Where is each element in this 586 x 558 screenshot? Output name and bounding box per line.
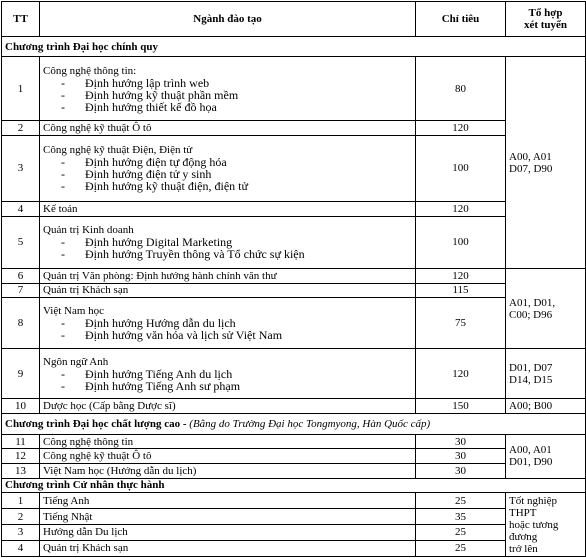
row-tt: 12 [2, 449, 40, 464]
row-quota: 25 [416, 540, 506, 556]
row-major [40, 298, 416, 349]
major-sub-item: - Định hướng Hướng dẫn du lịch [61, 317, 412, 329]
header-quota: Chỉ tiêu [416, 2, 506, 37]
row-quota: 80 [416, 57, 506, 121]
major-sub-item: - Định hướng thiết kế đồ họa [61, 101, 412, 113]
section-title-text: Chương trình Đại học chất lượng cao - [5, 417, 187, 430]
table-row [2, 298, 586, 349]
table-row [2, 525, 586, 541]
table-row [2, 269, 586, 284]
major-title: Việt Nam học [43, 305, 105, 318]
row-quota: 120 [416, 202, 506, 217]
combo-group-high-quality [506, 434, 586, 478]
major-sub-item: - Định hướng lập trình web [61, 77, 412, 89]
row-tt: 11 [2, 434, 40, 449]
row-major: Hướng dẫn Du lịch [40, 525, 416, 541]
row-quota: 25 [416, 493, 506, 509]
row-quota: 115 [416, 283, 506, 298]
table-row [2, 434, 586, 449]
table-header-row [2, 2, 586, 37]
row-quota: 30 [416, 434, 506, 449]
row-tt: 10 [2, 399, 40, 414]
major-title: Công nghệ kỹ thuật Điện, Điện tử [43, 144, 193, 157]
row-tt: 4 [2, 202, 40, 217]
major-subs [43, 368, 412, 392]
row-tt: 3 [2, 525, 40, 541]
combo-line: D01, D90 [509, 456, 553, 469]
row-quota: 75 [416, 298, 506, 349]
admissions-table [1, 1, 586, 557]
combo-group-1 [506, 57, 586, 269]
major-title: Quản trị Kinh doanh [43, 224, 134, 237]
row-quota: 120 [416, 269, 506, 284]
combo-group-4: A00; B00 [506, 399, 586, 414]
table-row [2, 493, 586, 509]
table-row [2, 202, 586, 217]
combo-group-2 [506, 269, 586, 349]
table-row [2, 449, 586, 464]
table-row [2, 283, 586, 298]
row-major: Tiếng Anh [40, 493, 416, 509]
major-sub-item: - Định hướng Truyền thông và Tổ chức sự kiện [61, 248, 412, 260]
combo-line: Tốt nghiệp THPT [509, 494, 557, 519]
row-major: Tiếng Nhật [40, 509, 416, 525]
row-major: Việt Nam học (Hướng dẫn du lịch) [40, 464, 416, 479]
combo-line: D01, D07 [509, 361, 553, 374]
row-quota: 120 [416, 120, 506, 135]
row-major: Quản trị Văn phòng: Định hướng hành chính văn thư [40, 269, 416, 284]
major-title: Công nghệ thông tin: [43, 64, 137, 77]
combo-line: hoặc tương đương [509, 518, 559, 543]
header-major: Ngành đào tạo [40, 2, 416, 37]
row-tt: 9 [2, 349, 40, 399]
row-major: Quản trị Khách sạn [40, 540, 416, 556]
row-quota: 100 [416, 216, 506, 268]
header-combo [506, 2, 586, 37]
row-tt: 13 [2, 464, 40, 479]
major-subs [43, 156, 412, 192]
section-note: (Bằng do Trường Đại học Tongmyong, Hàn Quốc cấp) [189, 417, 431, 430]
combo-line: A01, D01, [509, 296, 556, 309]
header-tt: TT [2, 2, 40, 37]
combo-line: trở lên [509, 542, 538, 555]
major-sub-item: - Định hướng điện tử y sinh [61, 168, 412, 180]
major-sub-item: - Định hướng kỹ thuật phần mềm [61, 89, 412, 101]
row-tt: 8 [2, 298, 40, 349]
major-title: Ngôn ngữ Anh [43, 355, 109, 368]
combo-line: A00, A01 [509, 150, 552, 163]
header-combo-line2: xét tuyển [523, 19, 568, 32]
table-row [2, 57, 586, 121]
major-sub-item: - Định hướng Tiếng Anh sư phạm [61, 380, 412, 392]
major-sub-item: - Định hướng văn hóa và lịch sử Việt Nam [61, 329, 412, 341]
table-row [2, 464, 586, 479]
combo-line: C00; D96 [509, 308, 553, 321]
major-sub-item: - Định hướng Tiếng Anh du lịch [61, 368, 412, 380]
row-tt: 3 [2, 135, 40, 202]
row-quota: 30 [416, 449, 506, 464]
combo-group-3 [506, 349, 586, 399]
combo-line: D07, D90 [509, 162, 553, 175]
major-subs [43, 236, 412, 260]
combo-line: D14, D15 [509, 373, 553, 386]
row-quota: 100 [416, 135, 506, 202]
section-title-practical: Chương trình Cử nhân thực hành [2, 478, 586, 493]
major-subs [43, 317, 412, 341]
section-row-high-quality [2, 413, 586, 434]
row-tt: 4 [2, 540, 40, 556]
row-major: Công nghệ thông tin [40, 434, 416, 449]
row-tt: 6 [2, 269, 40, 284]
major-sub-item: - Định hướng điện tự động hóa [61, 156, 412, 168]
row-major: Dược học (Cấp bằng Dược sĩ) [40, 399, 416, 414]
table-row [2, 120, 586, 135]
row-major: Công nghệ kỹ thuật Ô tô [40, 120, 416, 135]
row-major: Kế toán [40, 202, 416, 217]
row-major [40, 57, 416, 121]
row-tt: 2 [2, 509, 40, 525]
section-title-high-quality [2, 413, 586, 434]
table-row [2, 135, 586, 202]
table-row [2, 349, 586, 399]
header-combo-line1: Tổ hợp [528, 7, 563, 20]
row-tt: 5 [2, 216, 40, 268]
row-quota: 25 [416, 525, 506, 541]
row-tt: 1 [2, 57, 40, 121]
row-major: Công nghệ kỹ thuật Ô tô [40, 449, 416, 464]
row-major [40, 135, 416, 202]
row-major: Quản trị Khách sạn [40, 283, 416, 298]
section-title-regular: Chương trình Đại học chính quy [2, 37, 586, 57]
row-quota: 120 [416, 349, 506, 399]
table-row [2, 509, 586, 525]
row-major [40, 349, 416, 399]
major-sub-item: - Định hướng kỹ thuật điện, điện tử [61, 180, 412, 192]
row-major [40, 216, 416, 268]
row-tt: 2 [2, 120, 40, 135]
section-row-practical [2, 478, 586, 493]
row-quota: 150 [416, 399, 506, 414]
table-row [2, 399, 586, 414]
row-quota: 35 [416, 509, 506, 525]
combo-group-practical [506, 493, 586, 557]
major-subs [43, 77, 412, 113]
combo-line: A00, A01 [509, 444, 552, 457]
row-tt: 7 [2, 283, 40, 298]
major-sub-item: - Định hướng Digital Marketing [61, 236, 412, 248]
row-quota: 30 [416, 464, 506, 479]
table-row [2, 540, 586, 556]
table-row [2, 216, 586, 268]
section-row-regular [2, 37, 586, 57]
row-tt: 1 [2, 493, 40, 509]
